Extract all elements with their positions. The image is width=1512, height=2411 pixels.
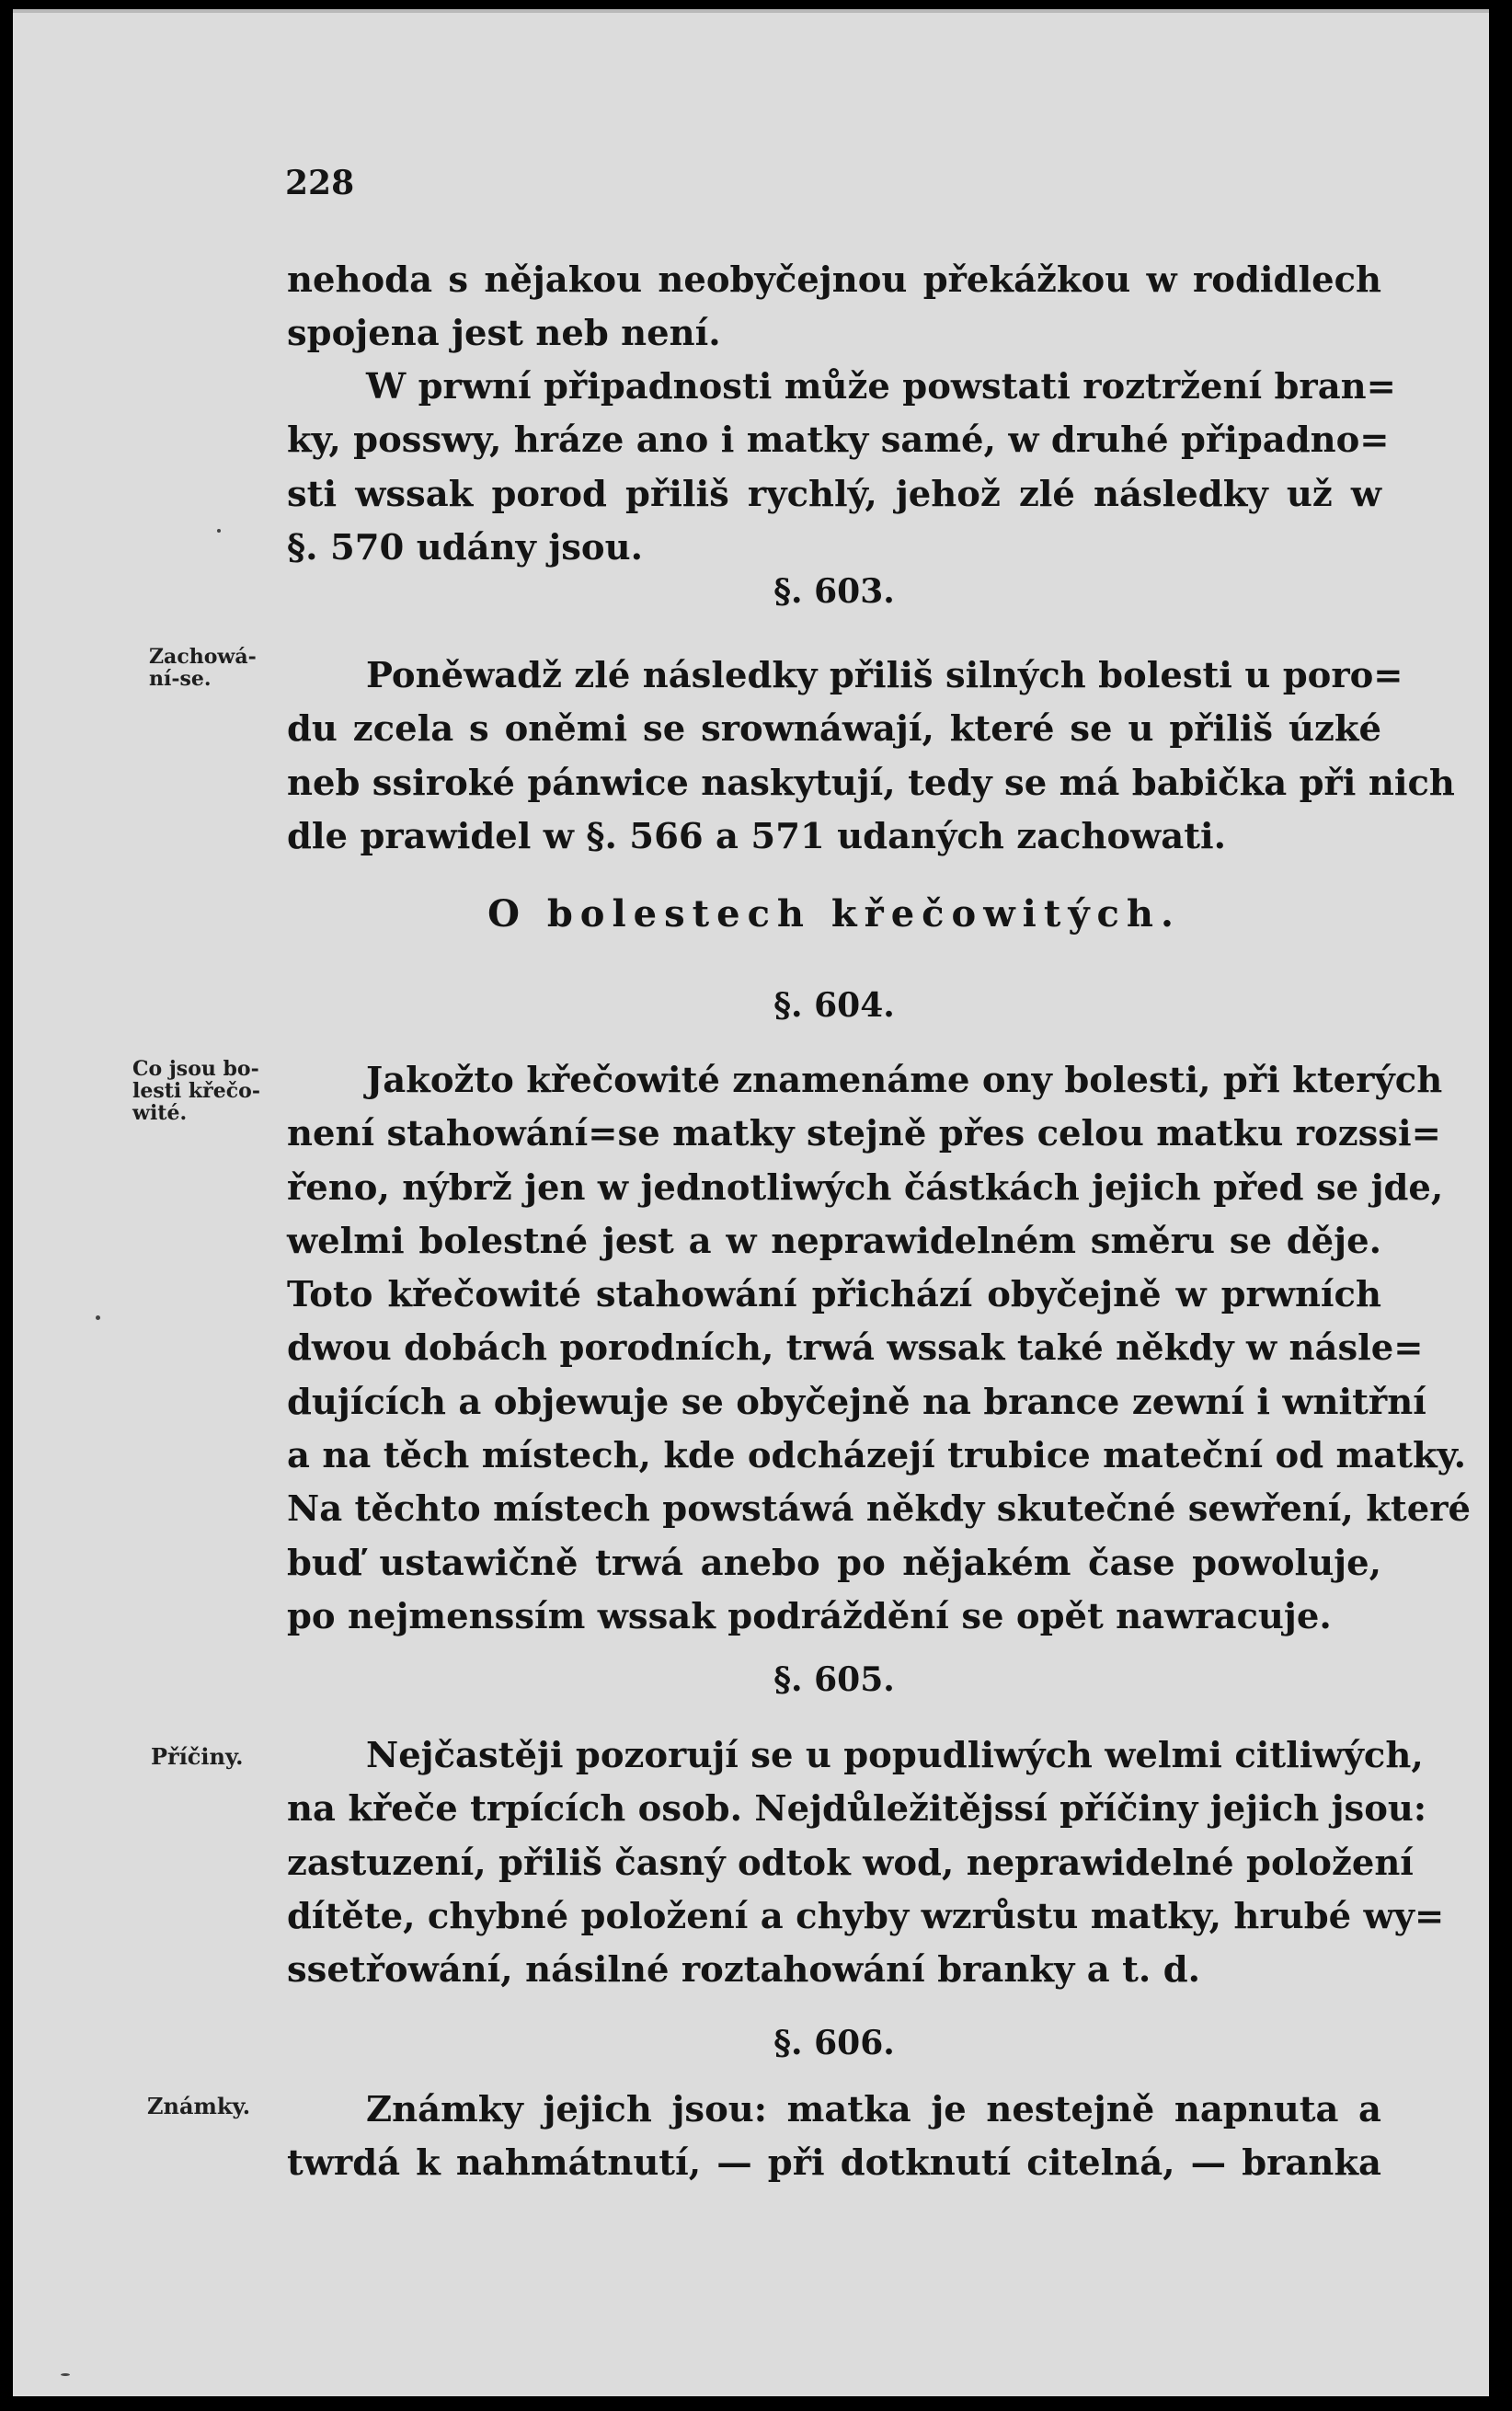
section-605: §. 605. xyxy=(773,1660,895,1699)
text-line: ky, posswy, hráze ano i matky samé, w druhé připadno= xyxy=(287,419,1390,462)
paragraph-first-case xyxy=(287,361,1396,575)
text-line: du zcela s oněmi se srownáwají, které se u přiliš úzké xyxy=(287,708,1381,751)
paragraph-604 xyxy=(287,1054,1471,1644)
text-line: a na těch místech, kde odcházejí trubice mateční od matky. xyxy=(287,1435,1467,1477)
text-line: sti wssak porod přiliš rychlý, jehož zlé následky už w xyxy=(287,473,1381,515)
text-line: po nejmenssím wssak podráždění se opět nawracuje. xyxy=(287,1595,1332,1637)
text-line: na křeče trpících osob. Nejdůležitějssí příčiny jejich jsou: xyxy=(287,1788,1427,1831)
text-line: nehoda s nějakou neobyčejnou překážkou w rodidlech xyxy=(287,259,1381,301)
chapter-heading: O bolestech křečowitých. xyxy=(487,892,1181,936)
paper-speck xyxy=(217,529,221,533)
text-line: dujících a objewuje se obyčejně na brance zewní i wnitřní xyxy=(287,1381,1426,1423)
paragraph-606 xyxy=(287,2084,1381,2191)
text-line: Poněwadž zlé následky přiliš silných bolesti u poro= xyxy=(366,655,1403,696)
margin-note-definition: Co jsou bo- lesti křečo- wité. xyxy=(132,1057,260,1125)
text-line: není stahowání=se matky stejně přes celou matku rozssi= xyxy=(287,1113,1441,1155)
margin-note-behaviour: Zachowá- ní-se. xyxy=(149,645,257,691)
text-line: ssetřowání, násilné roztahowání branky a t. d. xyxy=(287,1949,1201,1992)
paper-speck xyxy=(61,2373,70,2376)
paragraph-603 xyxy=(287,649,1455,864)
text-line: dwou dobách porodních, trwá wssak také někdy w násle= xyxy=(287,1327,1424,1370)
margin-note-causes: Příčiny. xyxy=(151,1743,244,1770)
text-line: neb ssiroké pánwice naskytují, tedy se má babička při nich xyxy=(287,762,1455,804)
text-line: Nejčastěji pozorují se u popudliwých welmi citliwých, xyxy=(366,1735,1424,1776)
margin-note-signs: Známky. xyxy=(147,2093,251,2119)
page-edge xyxy=(13,9,1489,13)
text-line: spojena jest neb není. xyxy=(287,313,721,355)
text-line: Toto křečowité stahowání přichází obyčejně w prwních xyxy=(287,1274,1381,1316)
section-606: §. 606. xyxy=(773,2024,895,2062)
text-line: řeno, nýbrž jen w jednotliwých částkách jejich před se jde, xyxy=(287,1166,1444,1209)
text-line: zastuzení, přiliš časný odtok wod, neprawidelné položení xyxy=(287,1842,1414,1884)
text-line: W prwní připadnosti může powstati roztržení bran= xyxy=(366,366,1396,408)
paragraph-605 xyxy=(287,1729,1445,1997)
text-line: twrdá k nahmátnutí, — při dotknutí citelná, — branka xyxy=(287,2142,1381,2185)
text-line: §. 570 udány jsou. xyxy=(287,526,644,568)
text-line: dítěte, chybné položení a chyby wzrůstu matky, hrubé wy= xyxy=(287,1895,1445,1937)
book-page xyxy=(13,9,1489,2396)
page-number: 228 xyxy=(285,164,355,202)
paper-speck xyxy=(96,1315,100,1320)
section-603: §. 603. xyxy=(773,572,895,611)
text-line: Známky jejich jsou: matka je nestejně napnuta a xyxy=(366,2089,1381,2130)
section-604: §. 604. xyxy=(773,986,895,1025)
text-line: Na těchto místech powstáwá někdy skutečné sewření, které xyxy=(287,1488,1471,1531)
text-line: buď ustawičně trwá anebo po nějakém čase powoluje, xyxy=(287,1542,1381,1584)
text-line: welmi bolestné jest a w neprawidelném směru se děje. xyxy=(287,1220,1381,1262)
text-line: Jakožto křečowité znamenáme ony bolesti, při kterých xyxy=(366,1060,1443,1101)
paragraph-continuation xyxy=(287,254,1381,362)
text-line: dle prawidel w §. 566 a 571 udaných zachowati. xyxy=(287,815,1227,857)
